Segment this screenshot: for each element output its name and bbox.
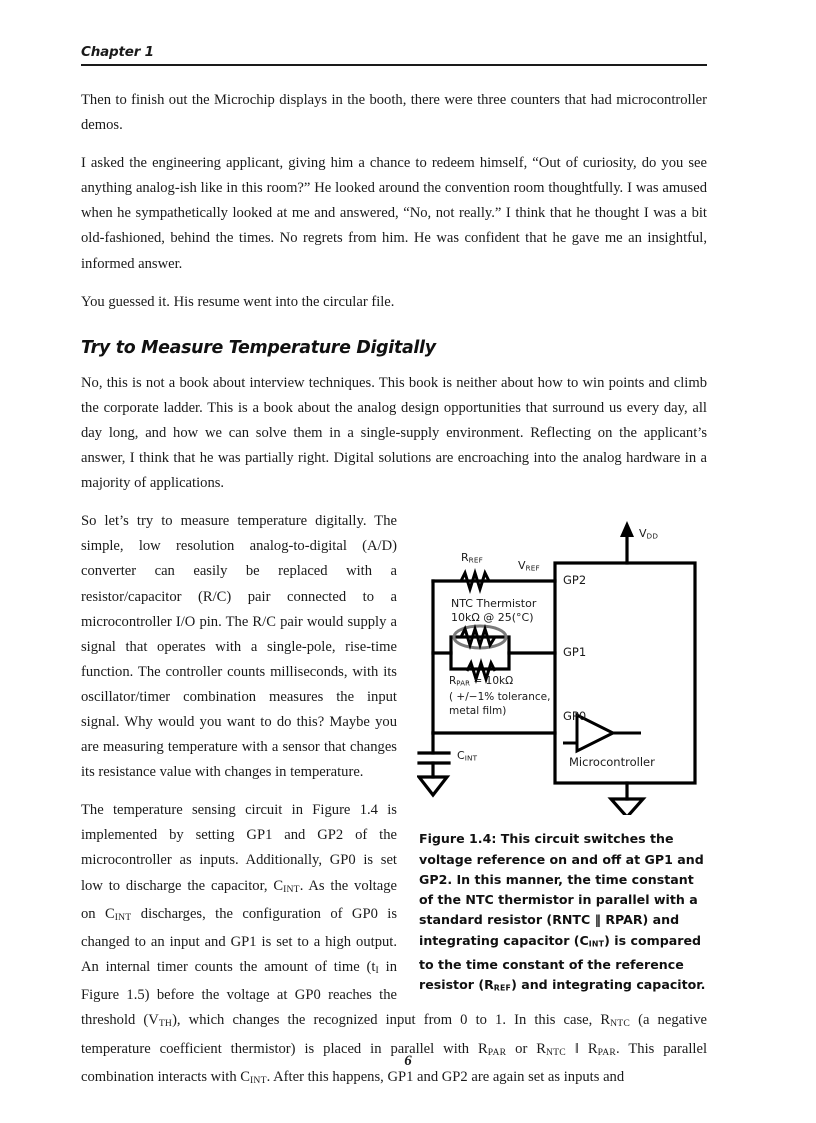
header-rule	[81, 64, 707, 66]
page-number: 6	[404, 1053, 412, 1069]
label-gp0: GP0	[563, 709, 587, 724]
label-vref: $V_{REF}$	[518, 559, 540, 573]
paragraph-3: You guessed it. His resume went into the circular file.	[81, 293, 395, 310]
paragraph-5: So let’s try to measure temperature digitally. The simple, low resolution analog-to-digital (A/D) converter can easily be replaced with a resistor/capacitor (R/C) pair connected to a microcontroller I/O pin. The R/C pair would supply a signal that operates with a single-pole, rise-time function. The controller counts milliseconds, with its oscillator/timer combination measures the input signal. Why would you want to do this? Maybe you are measuring temperature with a sensor that changes its resistance value with changes in temperature.	[81, 513, 397, 781]
chapter-label: Chapter 1	[81, 44, 154, 60]
label-gp2: GP2	[563, 573, 587, 588]
paragraph-2: I asked the engineering applicant, giving him a chance to redeem himself, “Out of curiosity, do you see anything analog-ish like in this room?” He looked around the convention room thoughtfully. I was amused when he sympathetically looked at me and answered, “No, not really.” I think that he thought I was a bit old-fashioned, behind the times. No regrets from him. He was confident that he gave me an insightful, informed answer.	[81, 155, 707, 272]
label-rref: $R_{REF}$	[461, 551, 484, 565]
figure-caption: Figure 1.4: This circuit switches the voltage reference on and off at GP1 and GP2. In this manner, the time constant of the NTC thermistor in parallel with a standard resistor (RNTC ‖ RPAR) and integrating capacitor $(C_{INT})$ is compared to the time constant of the reference resistor $(R_{REF})$ and integrating capacitor.	[419, 831, 706, 993]
body-content	[81, 88, 707, 1093]
label-thermistor: NTC Thermistor 10kΩ @ 25(°C)	[451, 597, 537, 625]
label-cint: $C_{INT}$	[457, 749, 478, 763]
label-gp1: GP1	[563, 645, 587, 660]
label-rpar: $R_{PAR} = 10k\Omega$ ( +/−1% tolerance, metal film)	[449, 675, 551, 717]
paragraph-1: Then to finish out the Microchip displays in the booth, there were three counters that had microcontroller demos.	[81, 92, 707, 134]
circuit-diagram	[417, 515, 707, 815]
paragraph-6: The temperature sensing circuit in Figure 1.4 is implemented by setting GP1 and GP2 of the microcontroller as inputs. Additionally, GP0 is set low to discharge the capacitor, $C_{INT}$. As the voltage on $C_{INT}$ discharges, the configuration of GP0 is changed to an input and GP1 is set to a high output. An internal timer counts the amount of time ($t_I$ in Figure 1.5) before the voltage at GP0 reaches the threshold $(V_{TH})$, which changes the recognized input from 0 to 1. In this case, $R_{NTC}$ (a negative temperature coefficient thermistor) is placed in parallel with $R_{PAR}$ or $R_{NTC}$ ‖ $R_{PAR}$. This parallel combination interacts with $C_{INT}$. After this happens, GP1 and GP2 are again set as inputs and	[81, 802, 708, 1086]
ground-symbol-cap	[419, 777, 447, 795]
paragraph-4: No, this is not a book about interview techniques. This book is neither about how to win points and climb the corporate ladder. This is a book about the analog design opportunities that surround us every day, all day long, and how we can solve them in a single-supply environment. Reflecting on the applicant’s answer, I think that he was partially right. Digital solutions are encroaching into the analog hardware in a majority of applications.	[81, 374, 707, 492]
label-vdd: $V_{DD}$	[639, 527, 659, 541]
running-head	[81, 44, 707, 66]
ground-symbol-mcu	[611, 799, 643, 815]
figure-1-4	[417, 515, 707, 998]
section-heading: Try to Measure Temperature Digitally	[81, 337, 436, 358]
label-microcontroller: Microcontroller	[569, 755, 655, 770]
vdd-arrow-icon	[620, 521, 634, 537]
